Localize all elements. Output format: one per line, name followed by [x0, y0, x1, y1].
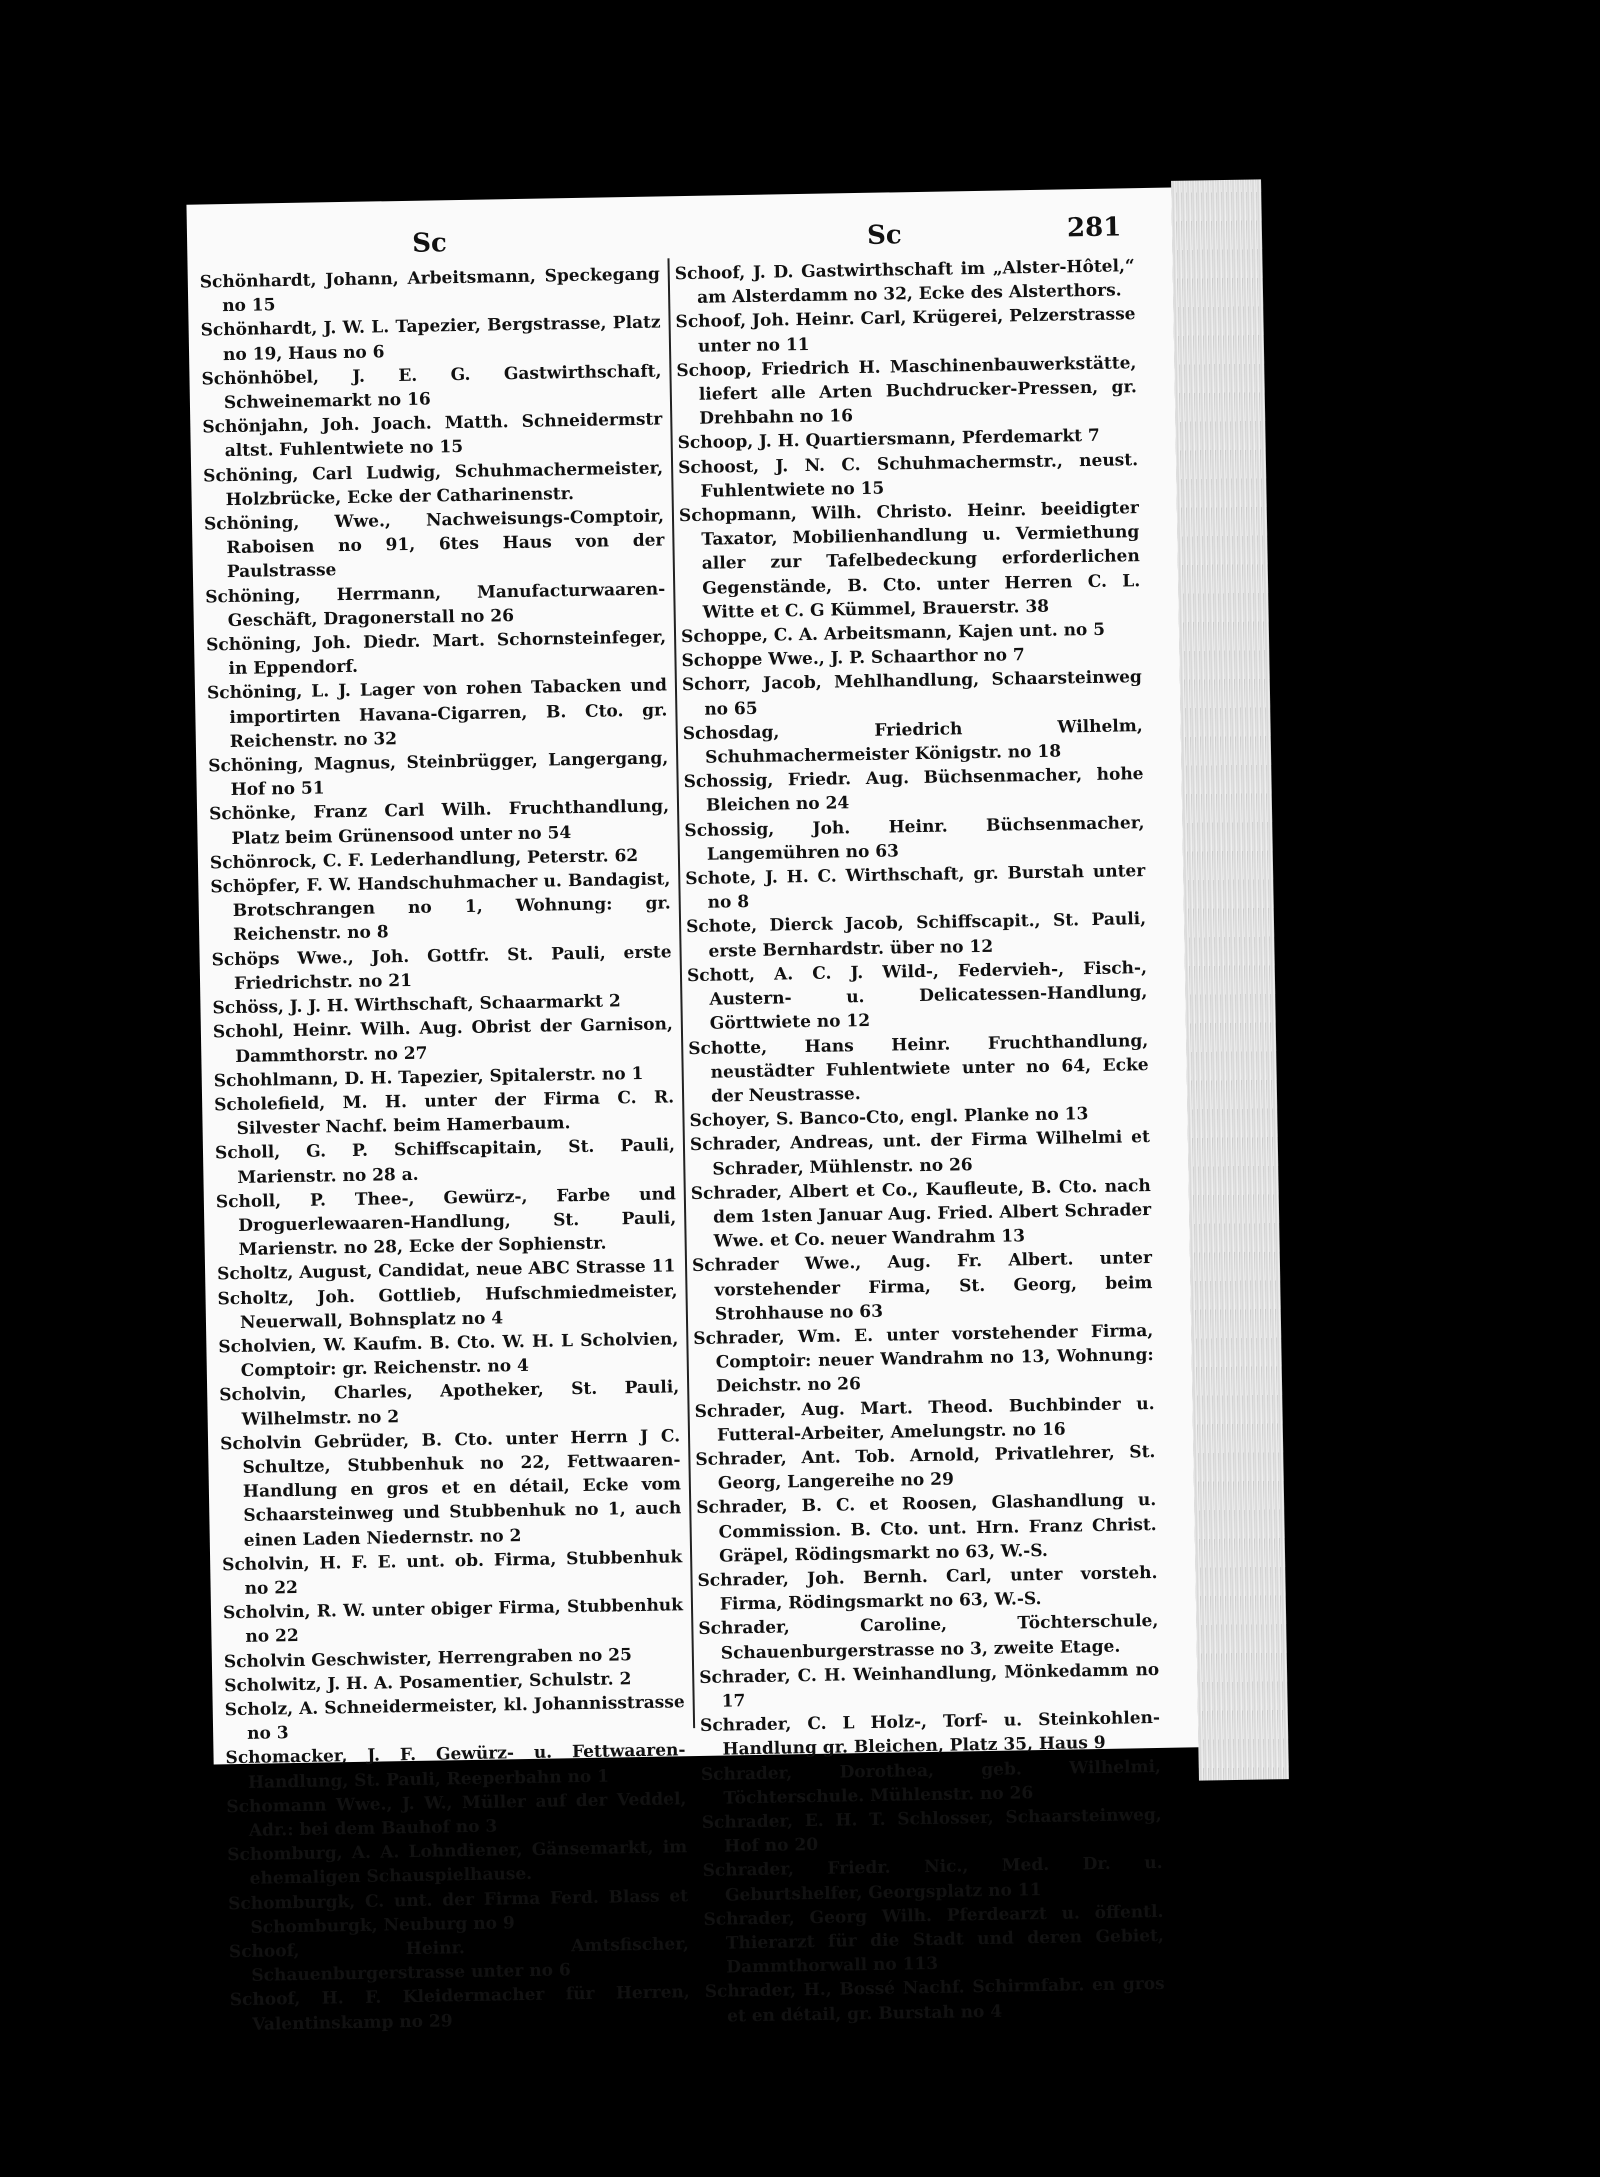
directory-entry: Schrader, Ant. Tob. Arnold, Privatlehrer, St. Georg, Langereihe no 29	[695, 1441, 1156, 1494]
directory-entry: Schönhöbel, J. E. G. Gastwirthschaft, Schweinemarkt no 16	[201, 361, 662, 414]
directory-entry: Scholl, P. Thee-, Gewürz-, Farbe und Droguerlewaaren-Handlung, St. Pauli, Marienstr. no 28, Ecke der Sophienstr.	[215, 1184, 677, 1261]
directory-entry: Schrader, Friedr. Nic., Med. Dr. u. Geburtshelfer, Georgsplatz no 11	[702, 1853, 1163, 1906]
directory-entry: Schrader, B. C. et Roosen, Glashandlung u. Commission. B. Cto. unt. Hrn. Franz Christ. Gräpel, Rödingsmarkt no 63, W.-S.	[696, 1490, 1157, 1567]
directory-entry: Scholtz, August, Candidat, neue ABC Strasse 11	[216, 1256, 676, 1285]
directory-entry: Schöning, L. J. Lager von rohen Tabacken und importirten Havana-Cigarren, B. Cto. gr. Reichenstr. no 32	[206, 675, 668, 752]
directory-entry: Schrader, Caroline, Töchterschule, Schauenburgerstrasse no 3, zweite Etage.	[698, 1611, 1159, 1664]
directory-entry: Schönhardt, Johann, Arbeitsmann, Speckegang no 15	[199, 264, 660, 317]
page-number: 281	[1066, 212, 1122, 244]
directory-entry: Schrader, Andreas, unt. der Firma Wilhelmi et Schrader, Mühlenstr. no 26	[689, 1127, 1151, 1180]
directory-entry: Schoost, J. N. C. Schuhmachermstr., neust. Fuhlentwiete no 15	[677, 449, 1139, 502]
directory-page	[186, 188, 1198, 2035]
directory-entry: Scholl, G. P. Schiffscapitain, St. Pauli, Marienstr. no 28 a.	[214, 1135, 676, 1188]
directory-entry: Schomburg, A. A. Lohndiener, Gänsemarkt, im ehemaligen Schauspielhause.	[227, 1837, 688, 1890]
directory-entry: Scholvin, H. F. E. unt. ob. Firma, Stubbenhuk no 22	[222, 1547, 683, 1599]
directory-entry: Scholwitz, J. H. A. Posamentier, Schulstr. 2	[224, 1668, 632, 1697]
directory-entry: Schote, Dierck Jacob, Schiffscapit., St. Pauli, erste Bernhardstr. über no 12	[685, 909, 1147, 962]
directory-entry: Schohlmann, D. H. Tapezier, Spitalerstr. no 1	[213, 1063, 644, 1092]
directory-entry: Schrader, Aug. Mart. Theod. Buchbinder u. Futteral-Arbeiter, Amelungstr. no 16	[694, 1393, 1155, 1446]
directory-entry: Schöning, Herrmann, Manufacturwaaren-Geschäft, Dragonerstall no 26	[205, 579, 666, 631]
directory-entry: Schrader, C. L Holz-, Torf- u. Steinkohlen-Handlung gr. Bleichen, Platz 35, Haus 9	[699, 1708, 1161, 1760]
directory-entry: Schöning, Magnus, Steinbrügger, Langergang, Hof no 51	[208, 748, 669, 801]
directory-entry: Schoof, J. D. Gastwirthschaft im „Alster-Hôtel,“ am Alsterdamm no 32, Ecke des Alsterthors.	[674, 256, 1135, 309]
directory-entry: Schöning, Joh. Diedr. Mart. Schornsteinfeger, in Eppendorf.	[205, 627, 667, 680]
directory-entry: Schosdag, Friedrich Wilhelm, Schuhmachermeister Königstr. no 18	[682, 715, 1143, 768]
directory-entry: Scholvin Gebrüder, B. Cto. unter Herrn J C. Schultze, Stubbenhuk no 22, Fettwaaren-Handlung en gros et en détail, Ecke vom Schaarsteinweg und Stubbenhuk no 1, auch einen Laden Niedernstr. no 2	[219, 1426, 682, 1551]
directory-entry: Schomacker, J. F. Gewürz- u. Fettwaaren-Handlung, St. Pauli, Reeperbahn no 1	[225, 1740, 686, 1793]
directory-entry: Schrader Wwe., Aug. Fr. Albert. unter vorstehender Firma, St. Georg, beim Strohhause no 63	[691, 1248, 1153, 1325]
left-column	[200, 262, 691, 2037]
directory-entry: Schorr, Jacob, Mehlhandlung, Schaarsteinweg no 65	[681, 667, 1143, 720]
right-column	[675, 254, 1166, 2029]
directory-entry: Schrader, Georg Wilh. Pferdearzt u. öffentl. Thierarzt für die Stadt und deren Gebiet, Dammthorwall no 113	[703, 1901, 1164, 1978]
directory-entry: Schrader, C. H. Weinhandlung, Mönkedamm no 17	[699, 1659, 1160, 1712]
directory-entry: Scholefield, M. H. unter der Firma C. R. Silvester Nachf. beim Hamerbaum.	[214, 1087, 675, 1140]
directory-entry: Schrader, Dorothea, geb. Wilhelmi, Töchterschule. Mühlenstr. no 26	[700, 1756, 1162, 1809]
directory-entry: Scholvien, W. Kaufm. B. Cto. W. H. L Scholvien, Comptoir: gr. Reichenstr. no 4	[218, 1329, 679, 1382]
directory-entry: Schönrock, C. F. Lederhandlung, Peterstr. 62	[209, 845, 639, 874]
directory-entry: Scholvin, Charles, Apotheker, St. Pauli, Wilhelmstr. no 2	[219, 1377, 680, 1430]
directory-entry: Schohl, Heinr. Wilh. Aug. Obrist der Garnison, Dammthorstr. no 27	[212, 1014, 674, 1067]
directory-entry: Schoppe, C. A. Arbeitsmann, Kajen unt. no 5	[680, 619, 1106, 648]
directory-entry: Schöss, J. J. H. Wirthschaft, Schaarmarkt 2	[212, 991, 621, 1019]
directory-entry: Schotte, Hans Heinr. Fruchthandlung, neustädter Fuhlentwiete unter no 64, Ecke der Neustrasse.	[688, 1030, 1149, 1107]
directory-entry: Scholtz, Joh. Gottlieb, Hufschmiedmeister, Neuerwall, Bohnsplatz no 4	[217, 1280, 678, 1333]
directory-entry: Schott, A. C. J. Wild-, Federvieh-, Fisch-, Austern- u. Delicatessen-Handlung, Görttwiete no 12	[686, 957, 1148, 1034]
directory-entry: Schoop, Friedrich H. Maschinenbauwerkstätte, liefert alle Arten Buchdrucker-Pressen, gr. Drehbahn no 16	[676, 352, 1137, 430]
directory-entry: Schossig, Friedr. Aug. Büchsenmacher, hohe Bleichen no 24	[683, 764, 1144, 817]
directory-entry: Schoppe Wwe., J. P. Schaarthor no 7	[681, 645, 1025, 672]
directory-entry: Scholvin Geschwister, Herrengraben no 25	[223, 1644, 632, 1672]
directory-entry: Schönke, Franz Carl Wilh. Fruchthandlung, Platz beim Grünensood unter no 54	[208, 796, 670, 849]
directory-entry: Schossig, Joh. Heinr. Büchsenmacher, Langemühren no 63	[684, 812, 1145, 865]
directory-entry: Schönhardt, J. W. L. Tapezier, Bergstrasse, Platz no 19, Haus no 6	[200, 312, 661, 365]
directory-entry: Schöps Wwe., Joh. Gottfr. St. Pauli, erste Friedrichstr. no 21	[211, 942, 672, 994]
directory-entry: Schöning, Wwe., Nachweisungs-Comptoir, Raboisen no 91, 6tes Haus von der Paulstrasse	[203, 506, 665, 583]
directory-entry: Schoof, Joh. Heinr. Carl, Krügerei, Pelzerstrasse unter no 11	[675, 304, 1136, 357]
directory-entry: Schoop, J. H. Quartiersmann, Pferdemarkt 7	[677, 426, 1100, 454]
directory-entry: Scholvin, R. W. unter obiger Firma, Stubbenhuk no 22	[222, 1595, 684, 1648]
directory-entry: Schrader, E. H. T. Schlosser, Schaarsteinweg, Hof no 20	[701, 1804, 1162, 1857]
left-column-heading: Sc	[411, 228, 448, 259]
directory-entry: Schrader, Albert et Co., Kaufleute, B. Cto. nach dem 1sten Januar Aug. Fried. Albert Schrader Wwe. et Co. neuer Wandrahm 13	[690, 1175, 1152, 1252]
directory-entry: Schrader, Joh. Bernh. Carl, unter vorsteh. Firma, Rödingsmarkt no 63, W.-S.	[697, 1562, 1158, 1615]
directory-entry: Schöpfer, F. W. Handschuhmacher u. Bandagist, Brotschrangen no 1, Wohnung: gr. Reichenstr. no 8	[210, 869, 671, 946]
directory-entry: Schoof, Heinr. Amtsfischer, Schauenburgerstrasse unter no 6	[228, 1934, 690, 1987]
directory-entry: Schönjahn, Joh. Joach. Matth. Schneidermstr altst. Fuhlentwiete no 15	[202, 409, 663, 462]
directory-entry: Schomburgk, C. unt. der Firma Ferd. Blass et Schomburgk, Neuburg no 9	[227, 1885, 689, 1938]
directory-entry: Schoof, H. F. Kleidermacher für Herren, Valentinskamp no 29	[229, 1982, 690, 2035]
directory-entry: Schote, J. H. C. Wirthschaft, gr. Burstah unter no 8	[685, 861, 1146, 914]
directory-entry: Schoyer, S. Banco-Cto, engl. Planke no 13	[689, 1104, 1089, 1132]
right-column-heading: Sc	[866, 220, 902, 251]
directory-entry: Schomann Wwe., J. W., Müller auf der Veddel, Adr.: bei dem Bauhof no 3	[226, 1789, 687, 1841]
directory-entry: Scholz, A. Schneidermeister, kl. Johannisstrasse no 3	[224, 1692, 685, 1745]
directory-entry: Schrader, Wm. E. unter vorstehender Firma, Comptoir: neuer Wandrahm no 13, Wohnung: Deichstr. no 26	[693, 1320, 1154, 1397]
directory-entry: Schrader, H., Bossé Nachf. Schirmfabr. en gros et en détail, gr. Burstah no 4	[704, 1974, 1165, 2027]
directory-entry: Schöning, Carl Ludwig, Schuhmachermeister, Holzbrücke, Ecke der Catharinenstr.	[203, 458, 664, 510]
directory-entry: Schopmann, Wilh. Christo. Heinr. beeidigter Taxator, Mobilienhandlung u. Vermiethung aller zur Tafelbedeckung erforderlichen Gegenstände, B. Cto. unter Herren C. L. Witte et C. G Kümmel, Brauerstr. 38	[678, 498, 1141, 623]
